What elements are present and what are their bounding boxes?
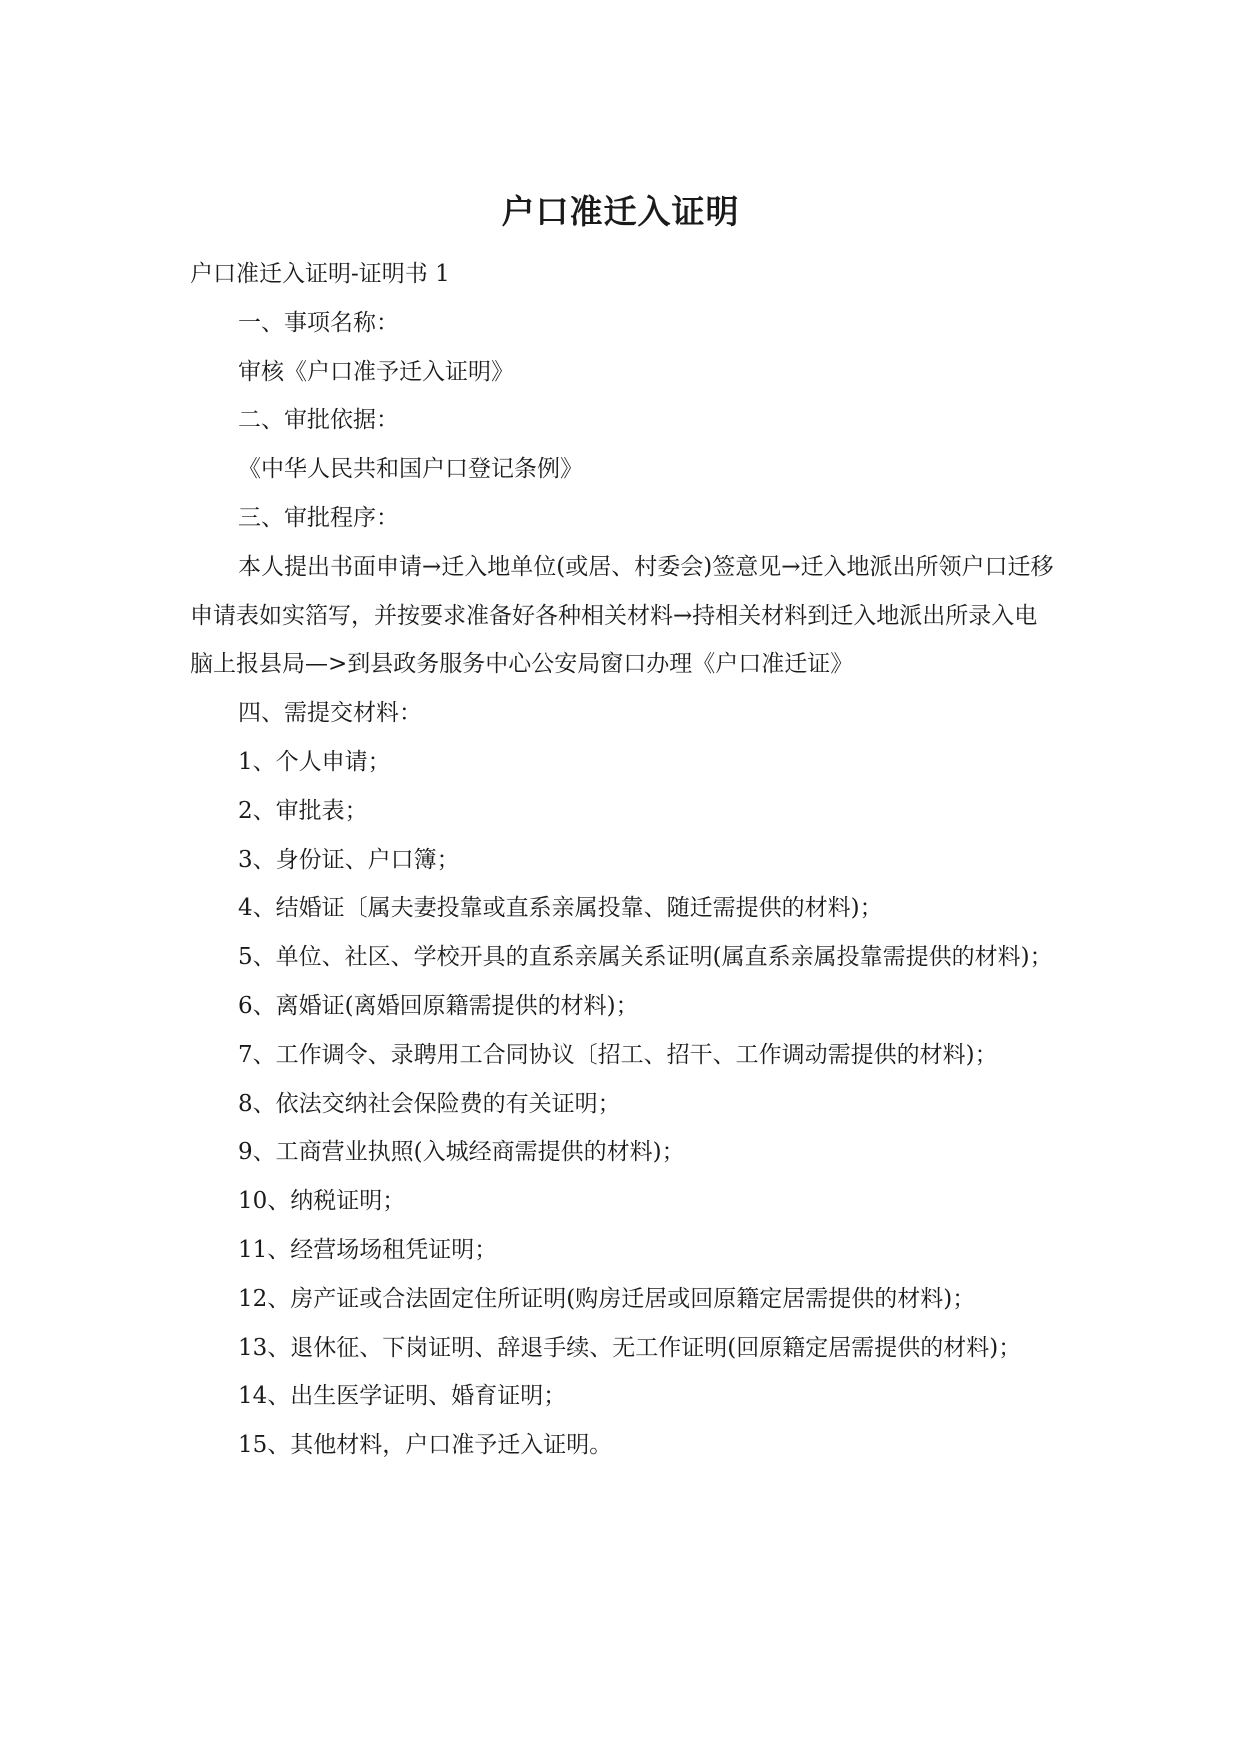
paragraph: 7、工作调令、录聘用工合同协议〔招工、招干、工作调动需提供的材料)；	[238, 1041, 998, 1068]
paragraph: 四、需提交材料：	[238, 700, 422, 727]
paragraph: 9、工商营业执照(入城经商需提供的材料)；	[238, 1139, 685, 1166]
paragraph: 二、审批依据：	[238, 407, 399, 434]
paragraph: 4、结婚证〔属夫妻投靠或直系亲属投靠、随迁需提供的材料)；	[238, 895, 883, 922]
paragraph: 8、依法交纳社会保险费的有关证明；	[238, 1090, 621, 1117]
paragraph: 14、出生医学证明、婚育证明；	[238, 1383, 567, 1410]
paragraph: 一、事项名称：	[238, 309, 399, 336]
paragraph: 本人提出书面申请→迁入地单位(或居、村委会)签意见→迁入地派出所领户口迁移申请表如实箔写，并按要求准备好各种相关材料→持相关材料到迁入地派出所录入电脑上报县局—>到县政务服务中心公安局窗口办理《户口准迁证》	[190, 553, 1054, 678]
paragraph: 3、身份证、户口簿；	[238, 846, 460, 873]
paragraph: 审核《户口准予迁入证明》	[238, 358, 514, 385]
paragraph: 三、审批程序：	[238, 504, 399, 531]
paragraph: 户口准迁入证明-证明书 1	[190, 261, 450, 287]
paragraph: 6、离婚证(离婚回原籍需提供的材料)；	[238, 992, 639, 1019]
paragraph: 《中华人民共和国户口登记条例》	[238, 456, 583, 483]
paragraph: 5、单位、社区、学校开具的直系亲属关系证明(属直系亲属投靠需提供的材料)；	[238, 944, 1053, 971]
document-title: 户口准迁入证明	[501, 192, 740, 231]
paragraph: 13、退休征、下岗证明、辞退手续、无工作证明(回原籍定居需提供的材料)；	[238, 1334, 1022, 1361]
paragraph: 11、经营场场租凭证明；	[238, 1236, 498, 1263]
paragraph: 15、其他材料，户口准予迁入证明。	[238, 1432, 613, 1459]
paragraph: 12、房产证或合法固定住所证明(购房迁居或回原籍定居需提供的材料)；	[238, 1285, 976, 1312]
paragraph: 10、纳税证明；	[238, 1188, 406, 1215]
paragraph: 1、个人申请；	[238, 748, 391, 775]
document-body	[190, 250, 1060, 1470]
paragraph: 2、审批表；	[238, 797, 368, 824]
